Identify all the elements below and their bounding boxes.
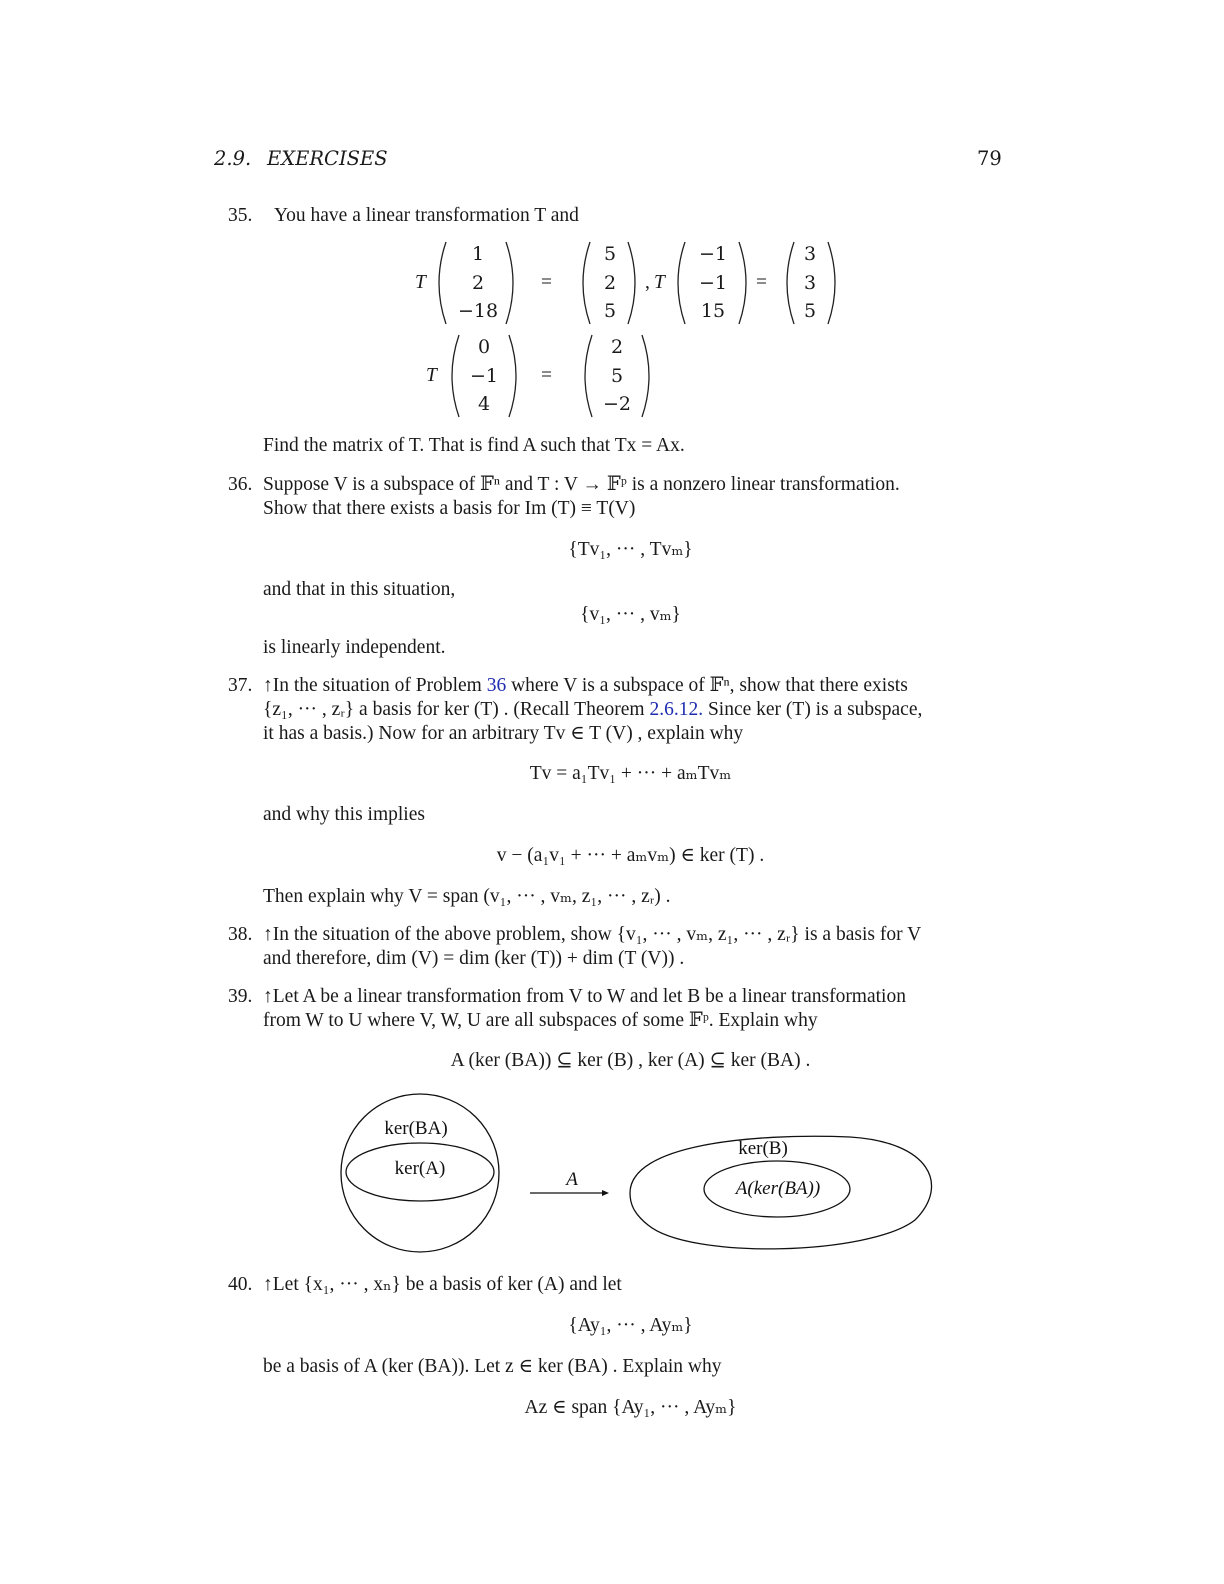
exercise-36-line-3: and that in this situation, xyxy=(263,579,456,600)
transformation-T: T xyxy=(415,272,426,293)
equals-sign: = xyxy=(541,365,552,386)
arrow-head-icon xyxy=(602,1190,609,1196)
vector-input-3: 0 −1 4 xyxy=(469,336,498,415)
exercise-38-line-1: ↑In the situation of the above problem, show {v₁, ··· , vₘ, z₁, ··· , zᵣ} is a basis for V xyxy=(263,924,922,945)
theorem-2-6-12-link[interactable]: 2.6.12. xyxy=(649,699,704,720)
exercise-37-line-1: ↑In the situation of Problem 36 where V is a subspace of 𝔽ⁿ, show that there exists xyxy=(263,675,908,696)
section-number: 2.9. xyxy=(214,147,252,170)
label-ker-B: ker(B) xyxy=(738,1138,788,1159)
exercise-39-line-2: from W to U where V, W, U are all subspaces of some 𝔽ᵖ. Explain why xyxy=(263,1010,818,1031)
up-arrow-icon: ↑ xyxy=(263,924,273,945)
exercise-36-number: 36. xyxy=(228,474,253,495)
exercise-38-number: 38. xyxy=(228,924,253,945)
display-Ay-set: {Ay₁, ··· , Ayₘ} xyxy=(568,1315,693,1336)
problem-36-link[interactable]: 36 xyxy=(486,675,507,696)
up-arrow-icon: ↑ xyxy=(263,1274,273,1295)
up-arrow-icon: ↑ xyxy=(263,675,273,696)
label-A: A xyxy=(566,1169,578,1190)
exercise-35-intro: You have a linear transformation T and xyxy=(274,205,579,226)
vector-output-2: 3 3 5 xyxy=(803,243,817,322)
display-Tv-expansion: Tv = a₁Tv₁ + ··· + aₘTvₘ xyxy=(529,763,732,784)
display-Az-span: Az ∈ span {Ay₁, ··· , Ayₘ} xyxy=(524,1397,737,1418)
label-A-ker-BA: A(ker(BA)) xyxy=(735,1178,821,1199)
vector-output-3: 2 5 −2 xyxy=(602,336,631,415)
exercise-35-number: 35. xyxy=(228,205,253,226)
exercise-37-line-4: and why this implies xyxy=(263,804,425,825)
exercise-35-question: Find the matrix of T. That is find A such that Tx = Ax. xyxy=(263,435,685,456)
transformation-T: T xyxy=(426,365,437,386)
kernel-diagram xyxy=(330,1085,940,1265)
display-kernel-membership: v − (a₁v₁ + ··· + aₘvₘ) ∈ ker (T) . xyxy=(496,845,765,866)
display-Tv-set: {Tv₁, ··· , Tvₘ} xyxy=(568,539,693,560)
label-ker-BA: ker(BA) xyxy=(384,1118,448,1139)
transformation-T: T xyxy=(654,272,665,293)
page-number: 79 xyxy=(977,147,1002,170)
equals-sign: = xyxy=(541,272,552,293)
exercise-39-line-1: ↑Let A be a linear transformation from V to W and let B be a linear transformation xyxy=(263,986,906,1007)
exercise-36-line-4: is linearly independent. xyxy=(263,637,446,658)
up-arrow-icon: ↑ xyxy=(263,986,273,1007)
exercise-39-number: 39. xyxy=(228,986,253,1007)
exercise-37-number: 37. xyxy=(228,675,253,696)
exercise-36-line-1: Suppose V is a subspace of 𝔽ⁿ and T : V → 𝔽ᵖ is a nonzero linear transformation. xyxy=(263,474,900,495)
exercise-36-line-2: Show that there exists a basis for Im (T) ≡ T(V) xyxy=(263,498,636,519)
display-v-set: {v₁, ··· , vₘ} xyxy=(580,604,681,625)
running-title: EXERCISES xyxy=(267,147,388,170)
equals-sign: = xyxy=(756,272,767,293)
exercise-40-line-2: be a basis of A (ker (BA)). Let z ∈ ker (BA) . Explain why xyxy=(263,1356,722,1377)
exercise-40-number: 40. xyxy=(228,1274,253,1295)
vector-input-2: −1 −1 15 xyxy=(698,243,727,322)
separator-comma: , xyxy=(645,272,650,293)
exercise-37-line-5: Then explain why V = span (v₁, ··· , vₘ, z₁, ··· , zᵣ) . xyxy=(263,886,671,907)
vector-input-1: 1 2 −18 xyxy=(457,243,499,322)
display-kernel-inclusions: A (ker (BA)) ⊆ ker (B) , ker (A) ⊆ ker (BA) . xyxy=(450,1050,811,1071)
label-ker-A: ker(A) xyxy=(394,1158,446,1179)
exercise-37-line-2: {z₁, ··· , zᵣ} a basis for ker (T) . (Recall Theorem 2.6.12. Since ker (T) is a subspace, xyxy=(263,699,923,720)
exercise-37-line-3: it has a basis.) Now for an arbitrary Tv ∈ T (V) , explain why xyxy=(263,723,744,744)
exercise-40-line-1: ↑Let {x₁, ··· , xₙ} be a basis of ker (A) and let xyxy=(263,1274,622,1295)
vector-output-1: 5 2 5 xyxy=(603,243,617,322)
exercise-38-line-2: and therefore, dim (V) = dim (ker (T)) + dim (T (V)) . xyxy=(263,948,685,969)
